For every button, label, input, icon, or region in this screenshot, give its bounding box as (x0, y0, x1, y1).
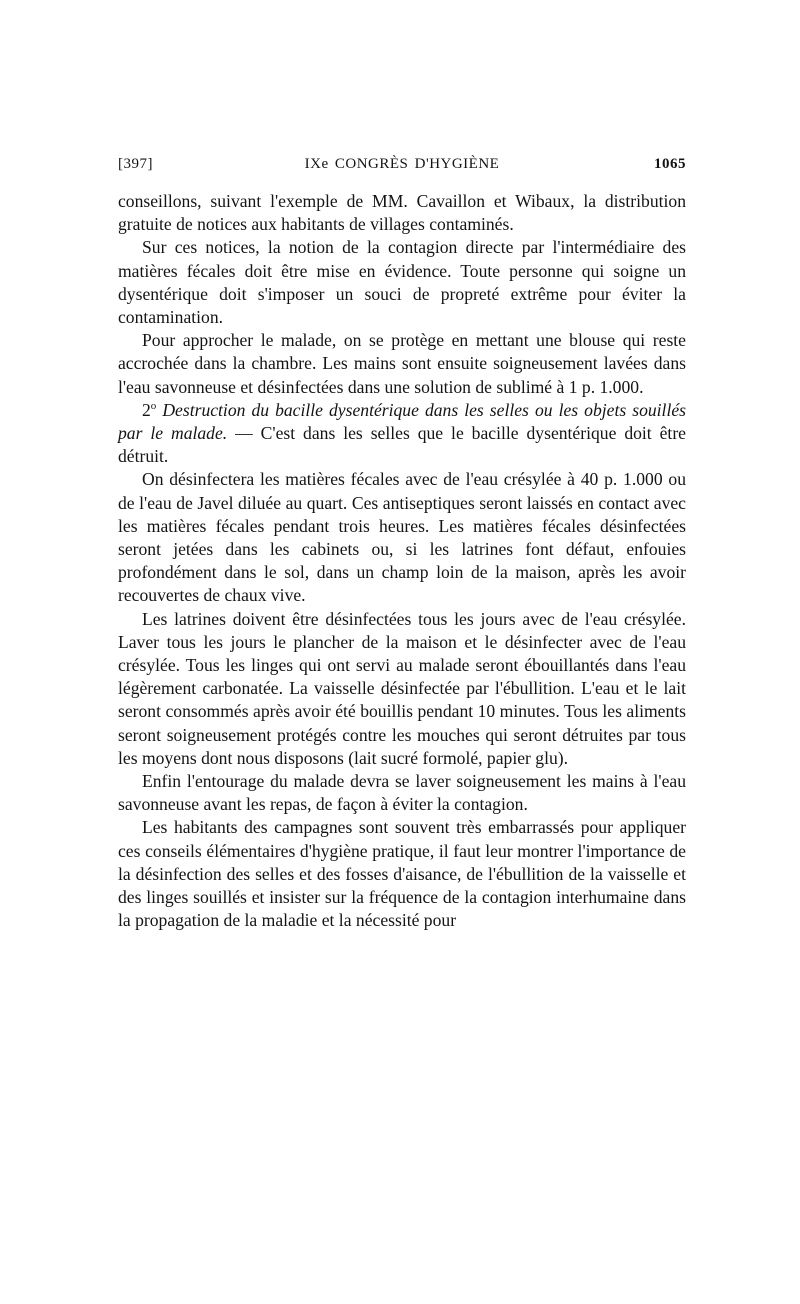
book-page (118, 0, 686, 1304)
body-text (118, 190, 686, 933)
running-title: IXe CONGRÈS D'HYGIÈNE (304, 156, 500, 172)
running-header (118, 156, 686, 178)
paragraph-7: Enfin l'entourage du malade devra se laver soigneusement les mains à l'eau savonneuse avant les repas, de façon à éviter la contagion. (118, 771, 686, 815)
section-number: 2 (142, 399, 151, 420)
paragraph-5: On désinfectera les matières fécales avec de l'eau crésylée à 40 p. 1.000 ou de l'eau de Javel diluée au quart. Ces antiseptiques seront laissés en contact avec les matières fécales pendant trois heures. Les matières fécales désinfectées seront jetées dans les cabinets ou, si les latrines font défaut, enfouies profondément dans le sol, dans un champ loin de la maison, après les avoir recouvertes de chaux vive. (118, 469, 686, 606)
paragraph-2: Sur ces notices, la notion de la contagion directe par l'intermédiaire des matières fécales doit être mise en évidence. Toute personne qui soigne un dysentérique doit s'imposer un souci de propreté extrême pour éviter la contamination. (118, 237, 686, 328)
section-heading: Destruction du bacille dysentérique dans les selles ou les objets souillés par le malade. (118, 399, 686, 444)
paragraph-6: Les latrines doivent être désinfectées tous les jours avec de l'eau crésylée. Laver tous les jours le plancher de la maison et le désinfecter avec de l'eau crésylée. Tous les linges qui ont servi au malade seront ébouillantés dans l'eau légèrement carbonatée. La vaisselle désinfectée par l'ébullition. L'eau et le lait seront consommés après avoir été bouillis pendant 10 minutes. Tous les aliments seront soigneusement protégés contre les mouches qui seront détruites par tous les moyens dont nous disposons (lait sucré formolé, papier glu). (118, 608, 686, 768)
paragraph-4-destruction (118, 399, 686, 469)
page-reference: [397] (118, 156, 153, 172)
section-number-superscript: o (150, 399, 157, 412)
paragraph-8: Les habitants des campagnes sont souvent très embarrassés pour appliquer ces conseils élémentaires d'hygiène pratique, il faut leur montrer l'importance de la désinfection des selles et des fosses d'aisance, de l'ébullition de la vaisselle et des linges souillés et insister sur la fréquence de la contagion interhumaine dans la propagation de la maladie et la nécessité pour (118, 817, 686, 931)
paragraph-3: Pour approcher le malade, on se protège en mettant une blouse qui reste accrochée dans la chambre. Les mains sont ensuite soigneusement lavées dans l'eau savonneuse et désinfectées dans une solution de sublimé à 1 p. 1.000. (118, 330, 686, 397)
section-text: — C'est dans les selles que le bacille dysentérique doit être détruit. (118, 423, 686, 467)
page-number: 1065 (654, 156, 686, 172)
paragraph-1: conseillons, suivant l'exemple de MM. Cavaillon et Wibaux, la distribution gratuite de notices aux habitants de villages contaminés. (118, 191, 686, 235)
